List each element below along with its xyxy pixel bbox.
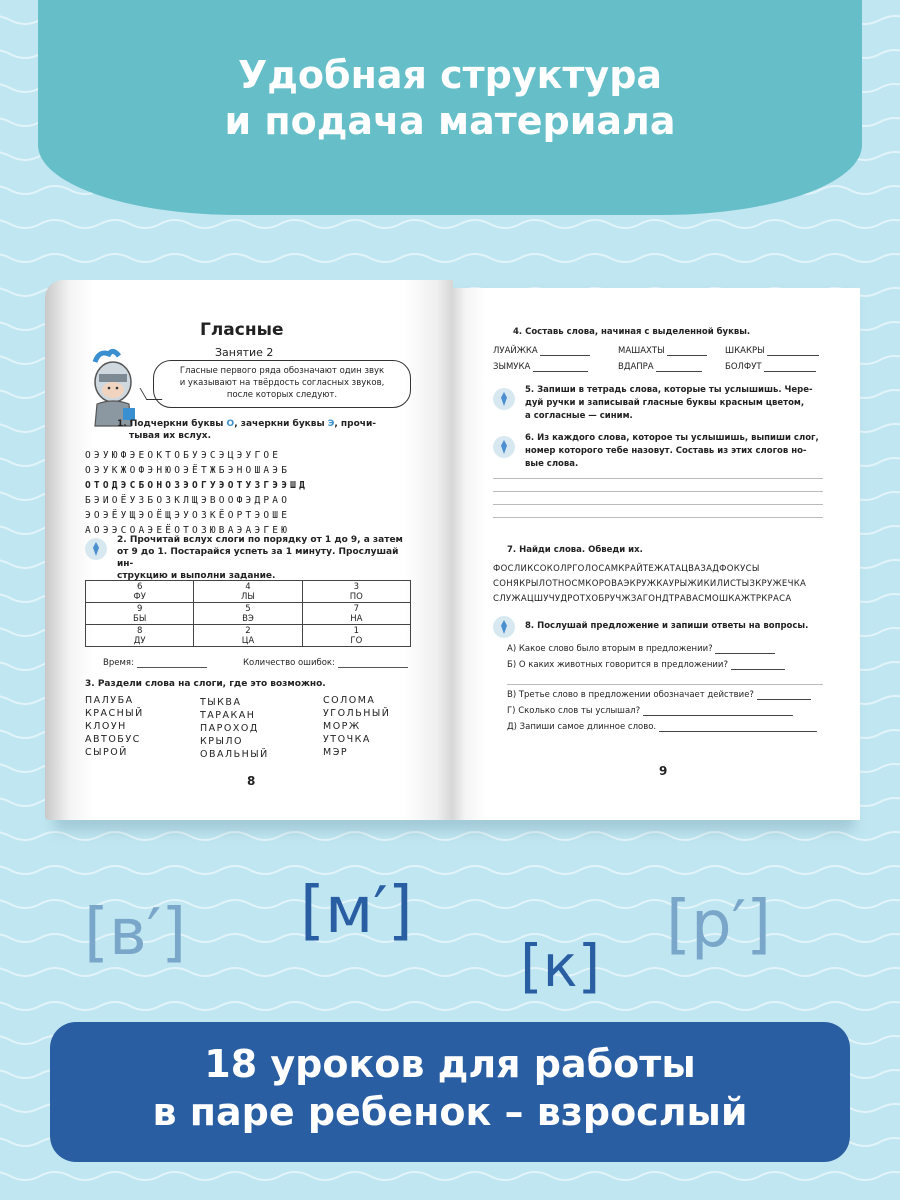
table-cell: 9 БЫ [86, 603, 194, 625]
task4-word: ЗЫМУКА [493, 362, 588, 372]
time-label: Время: [103, 658, 134, 668]
word-item: ТАРАКАН [200, 710, 256, 721]
task4-word: МАШАХТЫ [618, 346, 707, 356]
table-cell: 1 ГО [302, 625, 410, 647]
task1-letter-o: О [226, 419, 235, 429]
task1-mid: , зачеркни буквы [234, 419, 328, 429]
question-c: В) Третье слово в предложении обозначает действие? [507, 690, 811, 700]
puzzle-row: СЛУЖАЦШУЧУДРОТХОБРУЧЖЗАГОНДТРАВАСМОШКАЖТРКРАСА [493, 594, 792, 604]
word-column-3 [323, 694, 390, 759]
page-number-left: 8 [247, 774, 256, 788]
task2-line2: от 9 до 1. Постарайся успеть за 1 минуту. Прослушай ин- [117, 547, 399, 569]
word-column-1 [85, 694, 144, 759]
table-cell: 5 ВЭ [194, 603, 302, 625]
task2-line3: струкцию и выполни задание. [117, 571, 276, 581]
wave-line [0, 220, 900, 228]
table-cell: 6 ФУ [86, 581, 194, 603]
lesson-title: Гласные [200, 320, 284, 340]
task1-letter-e: Э [327, 419, 335, 429]
left-page [45, 280, 453, 820]
sound-chip-r: [р′] [666, 888, 772, 962]
task-4: 4. Составь слова, начиная с выделенной буквы. [513, 327, 751, 337]
letter-row: БЭИОЁУЗБОЗКЛЩЭВООФЭДРАО [85, 495, 291, 506]
errors-field [243, 658, 408, 668]
pen-icon [493, 616, 515, 638]
word-item: АВТОБУС [85, 734, 141, 745]
task1-prefix: 1. Подчеркни буквы [117, 419, 227, 429]
task4-word: ШКАКРЫ [725, 346, 819, 356]
top-title-line2: и подача материала [224, 99, 676, 143]
sound-chip-v: [в′] [84, 896, 187, 970]
question-d: Г) Сколько слов ты услышал? [507, 706, 793, 716]
wave-line [0, 1172, 900, 1180]
top-title-line1: Удобная структура [237, 53, 663, 97]
word-item: ПАЛУБА [85, 695, 134, 706]
task1-suffix: , прочи- [334, 419, 376, 429]
task4-word: ВДАПРА [618, 362, 702, 372]
writing-line [493, 478, 823, 479]
word-item: СОЛОМА [323, 695, 376, 706]
task-1 [117, 418, 417, 442]
letter-row: АОЭЭСОАЭЕЁОТОЗЮВАЭАЭГЕЮ [85, 525, 291, 536]
word-search-puzzle [493, 562, 806, 607]
word-item: УТОЧКА [323, 734, 371, 745]
errors-label: Количество ошибок: [243, 658, 335, 668]
puzzle-row: ФОСЛИКСОКОЛРГОЛОСАМКРАЙТЕЖАТАЦВАЗАДФОКУСЫ [493, 564, 760, 574]
table-row [86, 625, 411, 647]
question-b: Б) О каких животных говорится в предложении? [507, 660, 785, 670]
top-title [0, 52, 900, 144]
sound-chip-k: [к] [520, 932, 601, 1000]
page-number-right: 9 [659, 764, 668, 778]
syllable-table [85, 580, 411, 647]
task-5: 5. Запиши в тетрадь слова, которые ты услышишь. Чере- дуй ручки и записывай гласные буквы красным цветом, а согласные — синим. [525, 385, 813, 421]
wave-line [0, 254, 900, 262]
right-page [453, 288, 860, 820]
writing-line [493, 504, 823, 505]
word-item: КРАСНЫЙ [85, 708, 144, 719]
word-column-2 [200, 696, 269, 761]
word-item: ПАРОХОД [200, 723, 259, 734]
task-6: 6. Из каждого слова, которое ты услышишь, выпиши слог, номер которого тебе назовут. Составь из этих слогов но- вые слова. [525, 433, 819, 469]
word-item: СЫРОЙ [85, 747, 128, 758]
wave-line [0, 832, 900, 840]
answer-line [507, 684, 823, 685]
word-item: КРЫЛО [200, 736, 243, 747]
table-cell: 7 НА [302, 603, 410, 625]
pen-icon [493, 436, 515, 458]
task-7: 7. Найди слова. Обведи их. [507, 545, 643, 555]
word-item: МОРЖ [323, 721, 361, 732]
question-a: А) Какое слово было вторым в предложении? [507, 644, 775, 654]
table-cell: 8 ДУ [86, 625, 194, 647]
speech-bubble [153, 360, 411, 408]
puzzle-row: СОНЯКРЫЛОТНОСМКОРОВАЭКРУЖКАУРЫЖИКИЛИСТЫЗКРУЖЕЧКА [493, 579, 807, 589]
wave-line [0, 866, 900, 874]
bottom-title-line2: в паре ребенок – взрослый [152, 1090, 748, 1134]
question-e: Д) Запиши самое длинное слово. [507, 722, 817, 732]
writing-line [493, 517, 823, 518]
task-3: 3. Раздели слова на слоги, где это возможно. [85, 679, 326, 689]
letter-row: ОЭУКЖОФЭНЮОЭЁТЖБЭНОШАЭБ [85, 465, 291, 476]
pen-icon [493, 388, 515, 410]
bubble-line1: Гласные первого ряда обозначают один звук [179, 366, 385, 376]
task1-line2: тывая их вслух. [129, 431, 211, 441]
bottom-title [50, 1040, 850, 1136]
word-item: ОВАЛЬНЫЙ [200, 749, 269, 760]
table-cell: 4 ЛЫ [194, 581, 302, 603]
table-cell: 3 ПО [302, 581, 410, 603]
letter-row: ОТОДЭСБОНОЗЭОГУЭОТУЗГЭЭШД [85, 480, 308, 491]
knight-mascot-icon [85, 348, 141, 428]
task-8: 8. Послушай предложение и запиши ответы на вопросы. [525, 621, 809, 631]
wave-line [0, 1002, 900, 1010]
word-item: УГОЛЬНЫЙ [323, 708, 391, 719]
writing-line [493, 491, 823, 492]
pen-icon [85, 538, 107, 560]
bottom-title-line1: 18 уроков для работы [204, 1042, 696, 1086]
word-item: МЭР [323, 747, 349, 758]
lesson-subtitle: Занятие 2 [215, 346, 274, 359]
word-item: ТЫКВА [200, 697, 242, 708]
open-workbook [45, 280, 860, 820]
sound-chip-m: [м′] [300, 874, 413, 948]
word-item: КЛОУН [85, 721, 127, 732]
table-row [86, 603, 411, 625]
table-cell: 2 ЦА [194, 625, 302, 647]
task2-line1: 2. Прочитай вслух слоги по порядку от 1 до 9, а затем [117, 535, 403, 545]
bubble-line2: и указывают на твёрдость согласных звуков, [179, 378, 385, 388]
letter-row: ОЭУЮФЭЕОКТОБУЭСЭЦЭУГОЕ [85, 450, 282, 461]
table-row [86, 581, 411, 603]
letter-row: ЭОЭЁУЩЭОЁЩЭУОЗКЁОРТЭОШЕ [85, 510, 291, 521]
task4-word: БОЛФУТ [725, 362, 816, 372]
task-2 [117, 534, 417, 582]
time-field [103, 658, 207, 668]
bubble-line3: после которых следуют. [226, 390, 338, 400]
task4-word: ЛУАЙЖКА [493, 346, 590, 356]
